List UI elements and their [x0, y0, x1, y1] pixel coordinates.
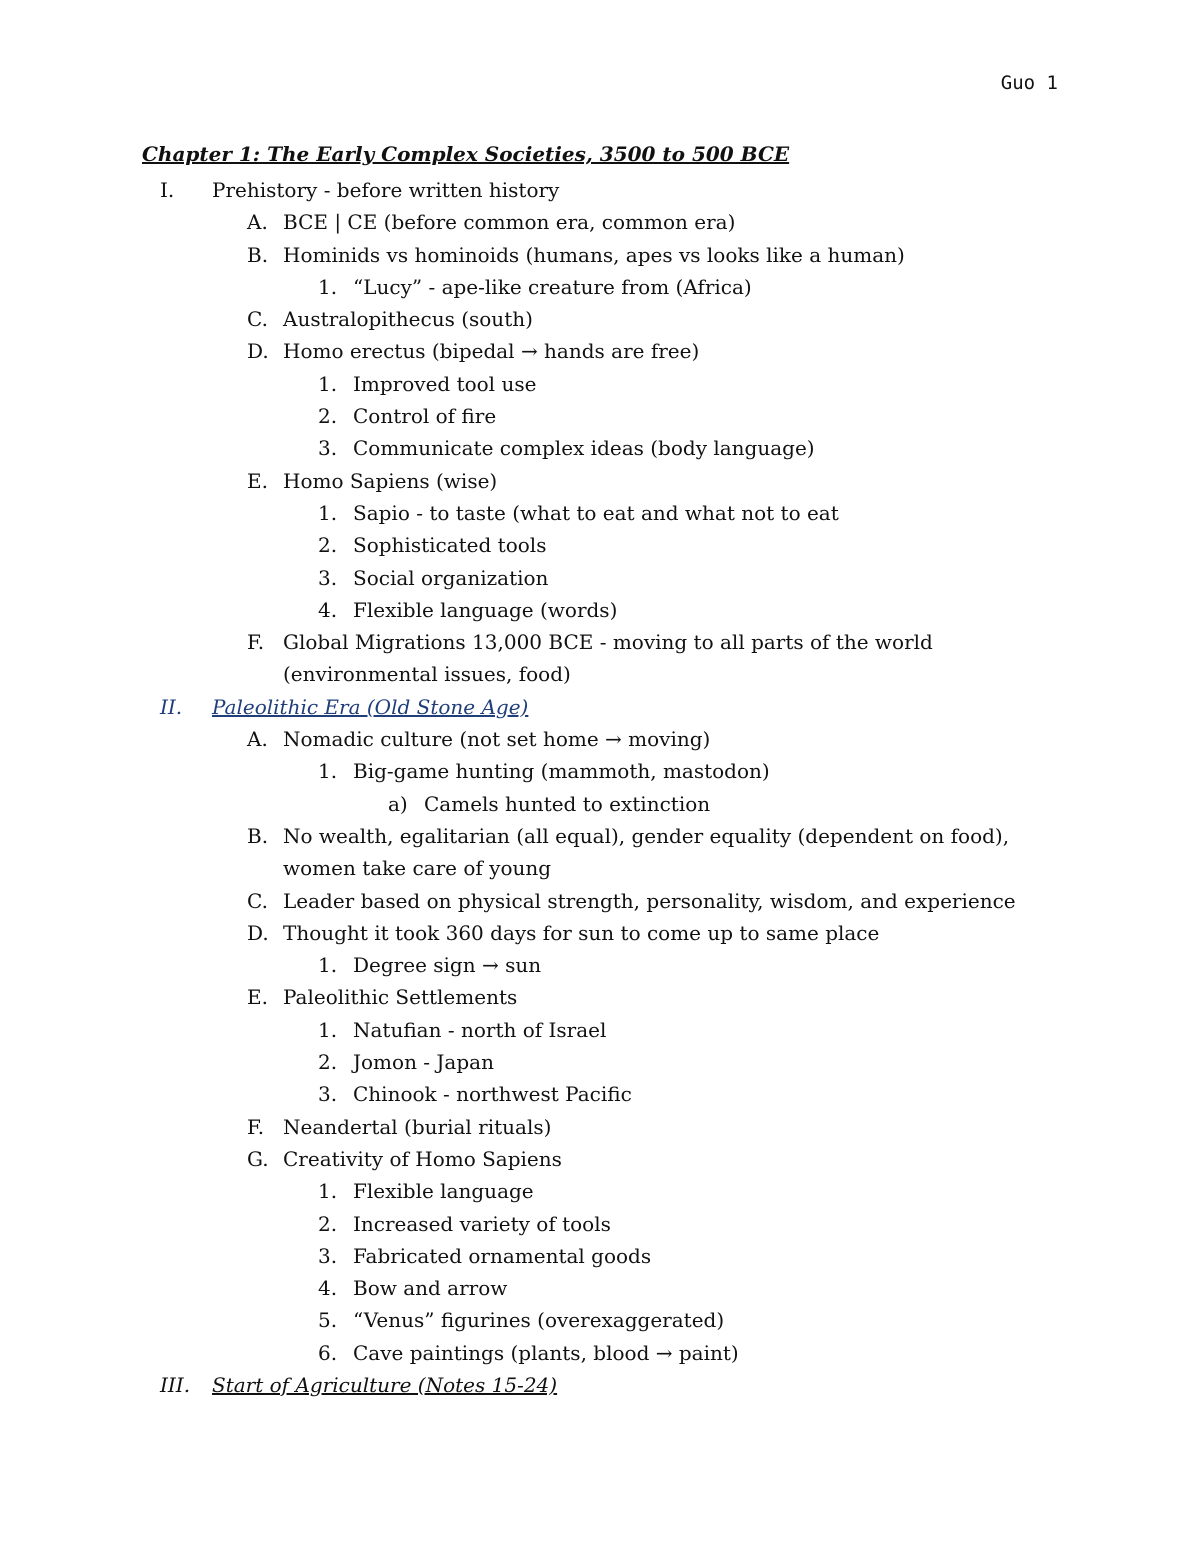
outline-item: [0, 885, 1200, 917]
outline-item: [0, 335, 1200, 367]
outline-item: [0, 658, 1200, 690]
outline-marker: 6.: [318, 1340, 338, 1365]
outline-marker: E.: [247, 468, 268, 493]
outline-text: “Lucy” - ape-like creature from (Africa): [353, 274, 752, 299]
outline-item: [0, 206, 1200, 238]
outline-item: [0, 1272, 1200, 1304]
outline-marker: I.: [160, 178, 175, 202]
outline-text: Flexible language: [353, 1179, 534, 1204]
outline-item: [0, 1240, 1200, 1272]
outline-text: Flexible language (words): [353, 597, 618, 622]
outline-marker: 3.: [318, 1082, 338, 1107]
outline-marker: F.: [247, 630, 265, 655]
outline-marker: D.: [247, 920, 269, 945]
outline-section-heading: [0, 691, 1200, 723]
outline-text: Thought it took 360 days for sun to come up to same place: [283, 920, 880, 945]
outline-marker: 2.: [318, 404, 338, 429]
outline-item: [0, 1046, 1200, 1078]
outline-section-heading: [0, 1369, 1200, 1401]
outline-marker: A.: [247, 210, 268, 235]
outline-text: (environmental issues, food): [283, 662, 571, 687]
outline-marker: C.: [247, 307, 268, 332]
outline-item: [0, 1208, 1200, 1240]
outline-marker: E.: [247, 985, 268, 1010]
outline-text: Global Migrations 13,000 BCE - moving to all parts of the world: [283, 630, 933, 655]
outline-marker: 1.: [318, 1179, 338, 1204]
outline-marker: 3.: [318, 436, 338, 461]
outline-item: [0, 432, 1200, 464]
outline-text: Australopithecus (south): [283, 307, 533, 332]
outline-marker: B.: [247, 823, 269, 848]
outline-marker: C.: [247, 888, 268, 913]
outline-marker: 5.: [318, 1308, 338, 1333]
outline-item: [0, 1337, 1200, 1369]
outline-list: [0, 174, 1200, 1401]
outline-item: [0, 497, 1200, 529]
outline-item: [0, 400, 1200, 432]
outline-item: [0, 788, 1200, 820]
outline-item: [0, 465, 1200, 497]
outline-text: Jomon - Japan: [353, 1050, 494, 1075]
outline-item: [0, 1143, 1200, 1175]
outline-marker: A.: [247, 727, 268, 752]
outline-item: [0, 917, 1200, 949]
outline-text: Paleolithic Settlements: [283, 985, 518, 1010]
outline-text: Prehistory - before written history: [212, 178, 560, 202]
outline-text: Sapio - to taste (what to eat and what not to eat: [353, 500, 839, 525]
outline-marker: 1.: [318, 274, 338, 299]
outline-marker: 1.: [318, 1017, 338, 1042]
outline-text: Chinook - northwest Pacific: [353, 1082, 632, 1107]
outline-text: Natufian - north of Israel: [353, 1017, 607, 1042]
outline-text: women take care of young: [283, 856, 552, 881]
outline-item: [0, 239, 1200, 271]
outline-text: Sophisticated tools: [353, 533, 547, 558]
outline-marker: II.: [160, 694, 183, 719]
outline-text: Start of Agriculture (Notes 15-24): [212, 1372, 558, 1397]
outline-text: Bow and arrow: [353, 1276, 508, 1301]
outline-item: [0, 852, 1200, 884]
outline-item: [0, 755, 1200, 787]
outline-item: [0, 981, 1200, 1013]
outline-marker: 1.: [318, 371, 338, 396]
outline-marker: 2.: [318, 1050, 338, 1075]
outline-marker: 1.: [318, 500, 338, 525]
outline-marker: 2.: [318, 533, 338, 558]
outline-marker: B.: [247, 242, 269, 267]
outline-text: Cave paintings (plants, blood → paint): [353, 1340, 739, 1365]
outline-text: “Venus” figurines (overexaggerated): [353, 1308, 725, 1333]
outline-marker: D.: [247, 339, 269, 364]
outline-text: Nomadic culture (not set home → moving): [283, 727, 711, 752]
outline-item: [0, 1111, 1200, 1143]
outline-item: [0, 1304, 1200, 1336]
outline-text: Homo Sapiens (wise): [283, 468, 498, 493]
outline-section-heading: [0, 174, 1200, 206]
outline-text: Control of fire: [353, 404, 497, 429]
outline-item: [0, 820, 1200, 852]
header-author-page: Guo 1: [1000, 72, 1058, 94]
outline-item: [0, 271, 1200, 303]
outline-item: [0, 529, 1200, 561]
outline-item: [0, 723, 1200, 755]
outline-text: Neandertal (burial rituals): [283, 1114, 552, 1139]
outline-marker: 1.: [318, 759, 338, 784]
outline-marker: a): [388, 791, 408, 816]
outline-text: Camels hunted to extinction: [424, 791, 711, 816]
outline-marker: III.: [160, 1372, 191, 1397]
outline-item: [0, 303, 1200, 335]
outline-marker: 1.: [318, 953, 338, 978]
outline-item: [0, 594, 1200, 626]
outline-item: [0, 1175, 1200, 1207]
outline-text: Degree sign → sun: [353, 953, 542, 978]
outline-item: [0, 1078, 1200, 1110]
outline-item: [0, 626, 1200, 658]
chapter-title: Chapter 1: The Early Complex Societies, 3500 to 500 BCE: [142, 142, 790, 166]
outline-marker: F.: [247, 1114, 265, 1139]
outline-item: [0, 949, 1200, 981]
outline-text: Increased variety of tools: [353, 1211, 611, 1236]
outline-marker: 2.: [318, 1211, 338, 1236]
outline-text: No wealth, egalitarian (all equal), gender equality (dependent on food),: [283, 823, 1010, 848]
outline-text: Improved tool use: [353, 371, 537, 396]
outline-text: BCE | CE (before common era, common era): [283, 210, 736, 235]
outline-marker: G.: [247, 1146, 269, 1171]
outline-text: Hominids vs hominoids (humans, apes vs looks like a human): [283, 242, 905, 267]
outline-item: [0, 562, 1200, 594]
outline-text: Creativity of Homo Sapiens: [283, 1146, 562, 1171]
outline-text: Social organization: [353, 565, 549, 590]
outline-text: Leader based on physical strength, personality, wisdom, and experience: [283, 888, 1016, 913]
outline-marker: 3.: [318, 1243, 338, 1268]
outline-text: Big-game hunting (mammoth, mastodon): [353, 759, 770, 784]
outline-text: Fabricated ornamental goods: [353, 1243, 652, 1268]
outline-item: [0, 368, 1200, 400]
outline-text: Homo erectus (bipedal → hands are free): [283, 339, 700, 364]
outline-item: [0, 1014, 1200, 1046]
outline-text: Communicate complex ideas (body language): [353, 436, 815, 461]
outline-marker: 4.: [318, 597, 338, 622]
outline-text: Paleolithic Era (Old Stone Age): [212, 694, 529, 719]
outline-marker: 4.: [318, 1276, 338, 1301]
outline-marker: 3.: [318, 565, 338, 590]
